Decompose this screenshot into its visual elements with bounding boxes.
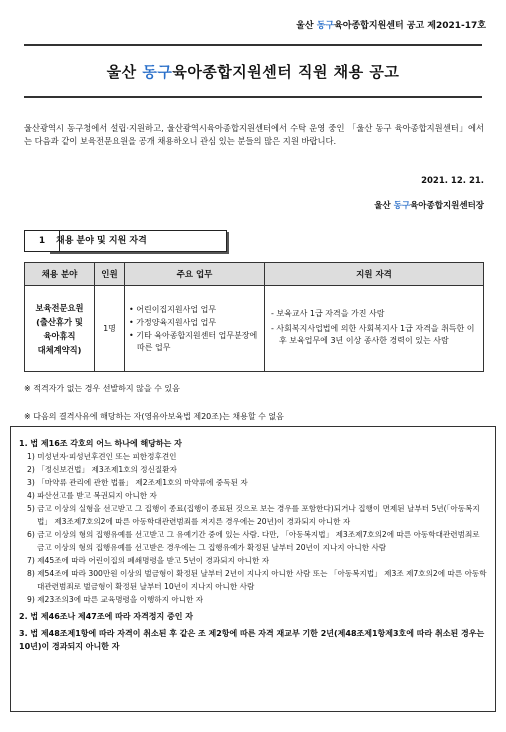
- header-count: 인원: [95, 263, 125, 286]
- list-item: 6) 금고 이상의 형의 집행유예를 선고받고 그 유예기간 중에 있는 사람. 다만, 「아동복지법」 제3조제7호의2에 따른 아동학대관련범죄로 금고 이상의 형의 집행유예를 선고받은 경우에는 그 집행유예가 확정된 날부터 20년이 지나지 아니한 사람: [27, 530, 480, 552]
- qualification-item: - 보육교사 1급 자격을 가진 사람: [271, 309, 385, 318]
- list-item: 5) 금고 이상의 실형을 선고받고 그 집행이 종료(집행이 종료된 것으로 보는 경우를 포함한다)되거나 집행이 면제된 날부터 5년(「아동복지법」 제3조제7호의2에 따른 아동학대관련범죄를 저지른 경우에는 20년)이 경과되지 아니한 자: [27, 504, 480, 526]
- duties-cell: [125, 286, 265, 372]
- header-qualifications: 지원 자격: [265, 263, 484, 286]
- list-item: 2) 「정신보건법」 제3조제1호의 정신질환자: [27, 465, 177, 474]
- section-title: 채용 분야 및 지원 자격: [48, 230, 227, 252]
- field-line: 보육전문요원: [35, 302, 84, 313]
- duty-item: • 어린이집지원사업 업무: [129, 304, 217, 314]
- duty-item: • 가정양육지원사업 업무: [129, 317, 217, 327]
- section-number: 1: [24, 230, 60, 252]
- disqualification-heading: 1. 법 제16조 각호의 어느 하나에 해당하는 자: [19, 439, 182, 448]
- notice-suffix: 육아종합지원센터 공고 제2021-17호: [334, 21, 486, 31]
- duty-item: • 기타 육아종합지원센터 업무분장에 따른 업무: [129, 330, 258, 352]
- field-line: (출산휴가 및: [36, 316, 83, 327]
- list-item: 3) 「마약류 관리에 관한 법률」 제2조제1호의 마약류에 중독된 자: [27, 478, 248, 487]
- note-disqualification: ※ 다음의 결격사유에 해당하는 자(영유아보육법 제20조)는 채용할 수 없음: [24, 412, 284, 421]
- field-cell: [25, 286, 95, 372]
- table-row: [25, 286, 484, 372]
- notice-number: [296, 18, 486, 31]
- intro-paragraph: 울산광역시 동구청에서 설립·지원하고, 울산광역시육아종합지원센터에서 수탁 운영 중인 「울산 동구 육아종합지원센터」에서는 다음과 같이 보육전문요원을 공개 채용하오니 관심 있는 분들의 많은 지원 바랍니다.: [24, 123, 484, 146]
- notice-highlight: 동구: [316, 21, 335, 31]
- list-item: 1) 미성년자·피성년후견인 또는 피한정후견인: [27, 452, 177, 461]
- disqualification-list: [19, 433, 487, 653]
- list-item: 8) 제54조에 따라 300만원 이상의 벌금형이 확정된 날부터 2년이 지나지 아니한 사람 또는 「아동복지법」 제3조 제7호의2에 따른 아동학대관련범죄로 벌금형이 확정된 날부터 10년이 지나지 아니한 사람: [27, 569, 487, 591]
- recruitment-table: [24, 262, 484, 372]
- field-line: 대체계약직): [37, 344, 82, 355]
- title-highlight: 동구: [142, 63, 173, 81]
- title-box: [24, 44, 482, 98]
- disqualification-heading: 3. 법 제48조제1항에 따라 자격이 취소된 후 같은 조 제2항에 따른 자격 재교부 기한 2년(제48조제1항제3호에 따라 취소된 경우는 10년)이 경과되지 아니한 자: [19, 629, 485, 651]
- qualification-item: - 사회복지사업법에 의한 사회복지사 1급 자격을 취득한 이후 보육업무에 3년 이상 종사한 경력이 있는 사람: [271, 324, 475, 345]
- signature-suffix: 육아종합지원센터장: [410, 201, 484, 211]
- list-item: 7) 제45조에 따라 어린이집의 폐쇄명령을 받고 5년이 경과되지 아니한 자: [27, 556, 270, 565]
- header-field: 채용 분야: [25, 263, 95, 286]
- qualifications-cell: [265, 286, 484, 372]
- count-cell: 1명: [95, 286, 125, 372]
- disqualification-heading: 2. 법 제46조나 제47조에 따라 자격정지 중인 자: [19, 612, 194, 621]
- list-item: 9) 제23조의3에 따른 교육명령을 이행하지 아니한 자: [27, 595, 204, 604]
- header-duties: 주요 업무: [125, 263, 265, 286]
- signature-prefix: 울산: [374, 201, 394, 211]
- signature: [374, 199, 484, 211]
- disqualification-box: [10, 426, 496, 712]
- field-line: 육아휴직: [43, 330, 76, 341]
- table-header-row: [25, 263, 484, 286]
- note-no-qualified: ※ 적격자가 없는 경우 선발하지 않을 수 있음: [24, 384, 180, 393]
- page-title: [24, 61, 482, 82]
- title-prefix: 울산: [106, 63, 143, 81]
- signature-highlight: 동구: [393, 201, 411, 211]
- list-item: 4) 파산선고를 받고 복권되지 아니한 자: [27, 491, 157, 500]
- notice-prefix: 울산: [296, 21, 317, 31]
- notice-date: 2021. 12. 21.: [421, 176, 484, 186]
- title-suffix: 육아종합지원센터 직원 채용 공고: [172, 63, 400, 81]
